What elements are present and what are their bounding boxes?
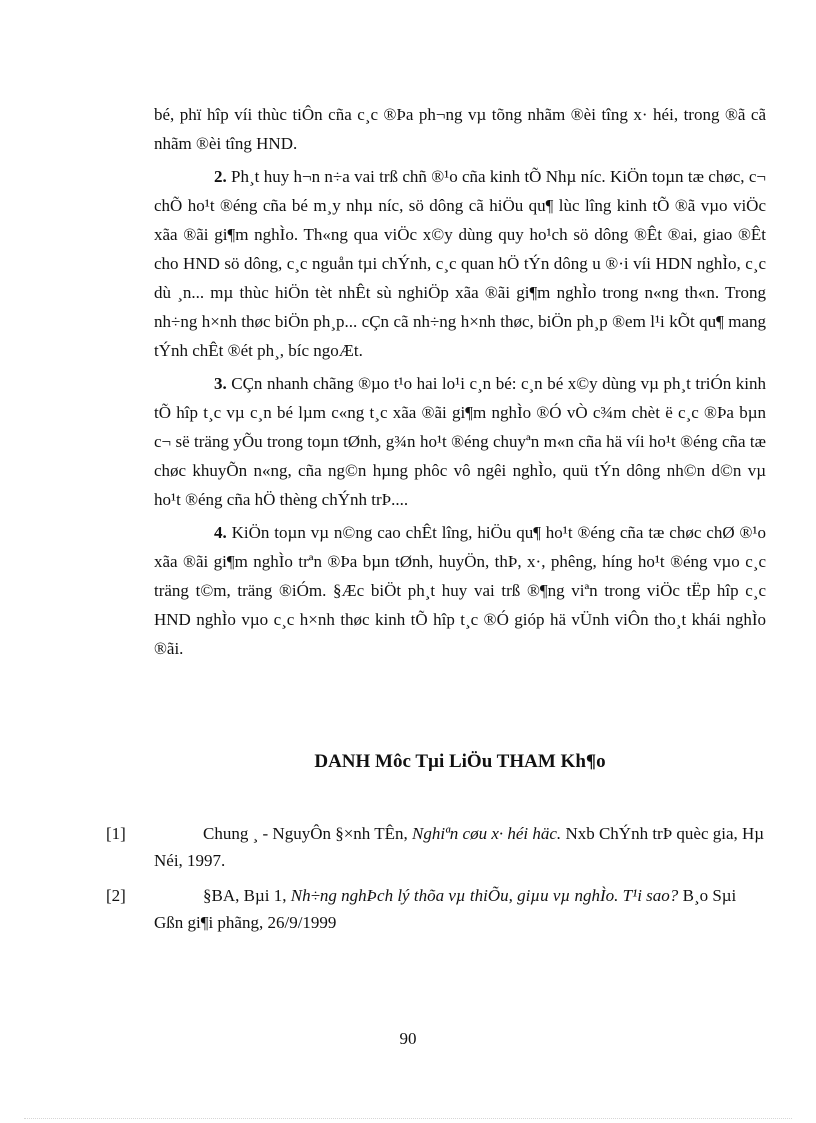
reference-prefix: §BA, Bµi 1, [203,886,291,905]
paragraph-2-text: Ph¸t huy h¬n n÷a vai trß chñ ®¹o cña kinh tÕ Nhµ níc. KiÖn toµn tæ chøc, c¬ chÕ ho¹t ®éng cña bé m¸y nhµ níc, sö dông cã hiÖu qu¶ lùc lîng kinh tÕ ®ã vµo viÖc xãa ®ãi gi¶m nghÌo. Th«ng qua viÖc x©y dùng quy ho¹ch sö dông ®Êt ®ai, giao ®Êt cho HND sö dông, c¸c nguån tµi chÝnh, c¸c quan hÖ tÝn dông u ®·i víi HDN nghÌo, c¸c dù ¸n... mµ thùc hiÖn tèt nhÊt sù nghiÖp xãa ®ãi gi¶m nghÌo trong n«ng th«n. Trong nh÷ng h×nh thøc biÖn ph¸p... cÇn cã nh÷ng h×nh thøc, biÖn ph¸p ®em l¹i kÕt qu¶ mang tÝnh chÊt ®ét ph¸, bíc ngoÆt. [154,167,766,360]
page-number: 90 [399,1029,417,1048]
reference-item-2 [106,882,768,936]
paragraph-2 [154,162,766,365]
paragraph-3-number: 3. [214,374,227,393]
reference-title: Nghiªn cøu x· héi häc. [412,824,562,843]
reference-item-1 [106,820,768,874]
reference-body [154,820,768,874]
paragraph-4-number: 4. [214,523,227,542]
reference-number: [1] [106,824,126,843]
reference-title: Nh÷ng nghÞch lý thõa vµ thiÕu, giµu vµ nghÌo. T¹i sao? [290,886,679,905]
paragraph-4-text: KiÖn toµn vµ n©ng cao chÊt lîng, hiÖu qu¶ ho¹t ®éng cña tæ chøc chØ ®¹o xãa ®ãi gi¶m nghÌo trªn ®Þa bµn tØnh, huyÖn, thÞ, x·, phêng, híng ho¹t ®éng vµo c¸c träng t©m, träng ®iÓm. §Æc biÖt ph¸t huy vai trß ®¶ng viªn trong viÖc tËp hîp c¸c HND nghÌo vµo c¸c h×nh thøc kinh tÕ hîp t¸c ®Ó gióp hä vÜnh viÔn tho¸t khái nghÌo ®ãi. [154,523,766,658]
reference-number: [2] [106,886,126,905]
paragraph-1-text: bé, phï hîp víi thùc tiÔn cña c¸c ®Þa ph¬ng vµ tõng nhãm ®èi tîng x· héi, trong ®ã cã nhãm ®èi tîng HND. [154,105,766,153]
reference-suffix: Nxb ChÝnh trÞ quèc gia, Hµ Néi, 1997. [154,824,765,870]
page-bottom-divider [24,1118,792,1119]
references-heading: DANH Môc Tµi LiÖu THAM Kh¶o [314,751,606,772]
paragraph-4 [154,518,766,663]
reference-suffix: B¸o Sµi Gßn gi¶i phãng, 26/9/1999 [154,886,737,932]
reference-prefix: Chung ¸ - NguyÔn §×nh TÊn, [203,824,413,843]
paragraph-2-number: 2. [214,167,227,186]
body-text [154,100,766,663]
paragraph-1 [154,100,766,158]
paragraph-3-text: CÇn nhanh chãng ®µo t¹o hai lo¹i c¸n bé: c¸n bé x©y dùng vµ ph¸t triÓn kinh tÕ hîp t¸c vµ c¸n bé lµm c«ng t¸c xãa ®ãi gi¶m nghÌo ®Ó vÒ c¾m chèt ë c¸c ®Þa bµn c¬ së träng yÕu trong toµn tØnh, g¾n ho¹t ®éng chuyªn m«n cña hä víi ho¹t ®éng cña tæ chøc khuyÕn n«ng, cña ng©n hµng phôc vô ngêi nghÌo, quü tÝn dông nh©n d©n vµ ho¹t ®éng cña hÖ thèng chÝnh trÞ.... [154,374,766,509]
paragraph-3 [154,369,766,514]
reference-body [154,882,768,936]
